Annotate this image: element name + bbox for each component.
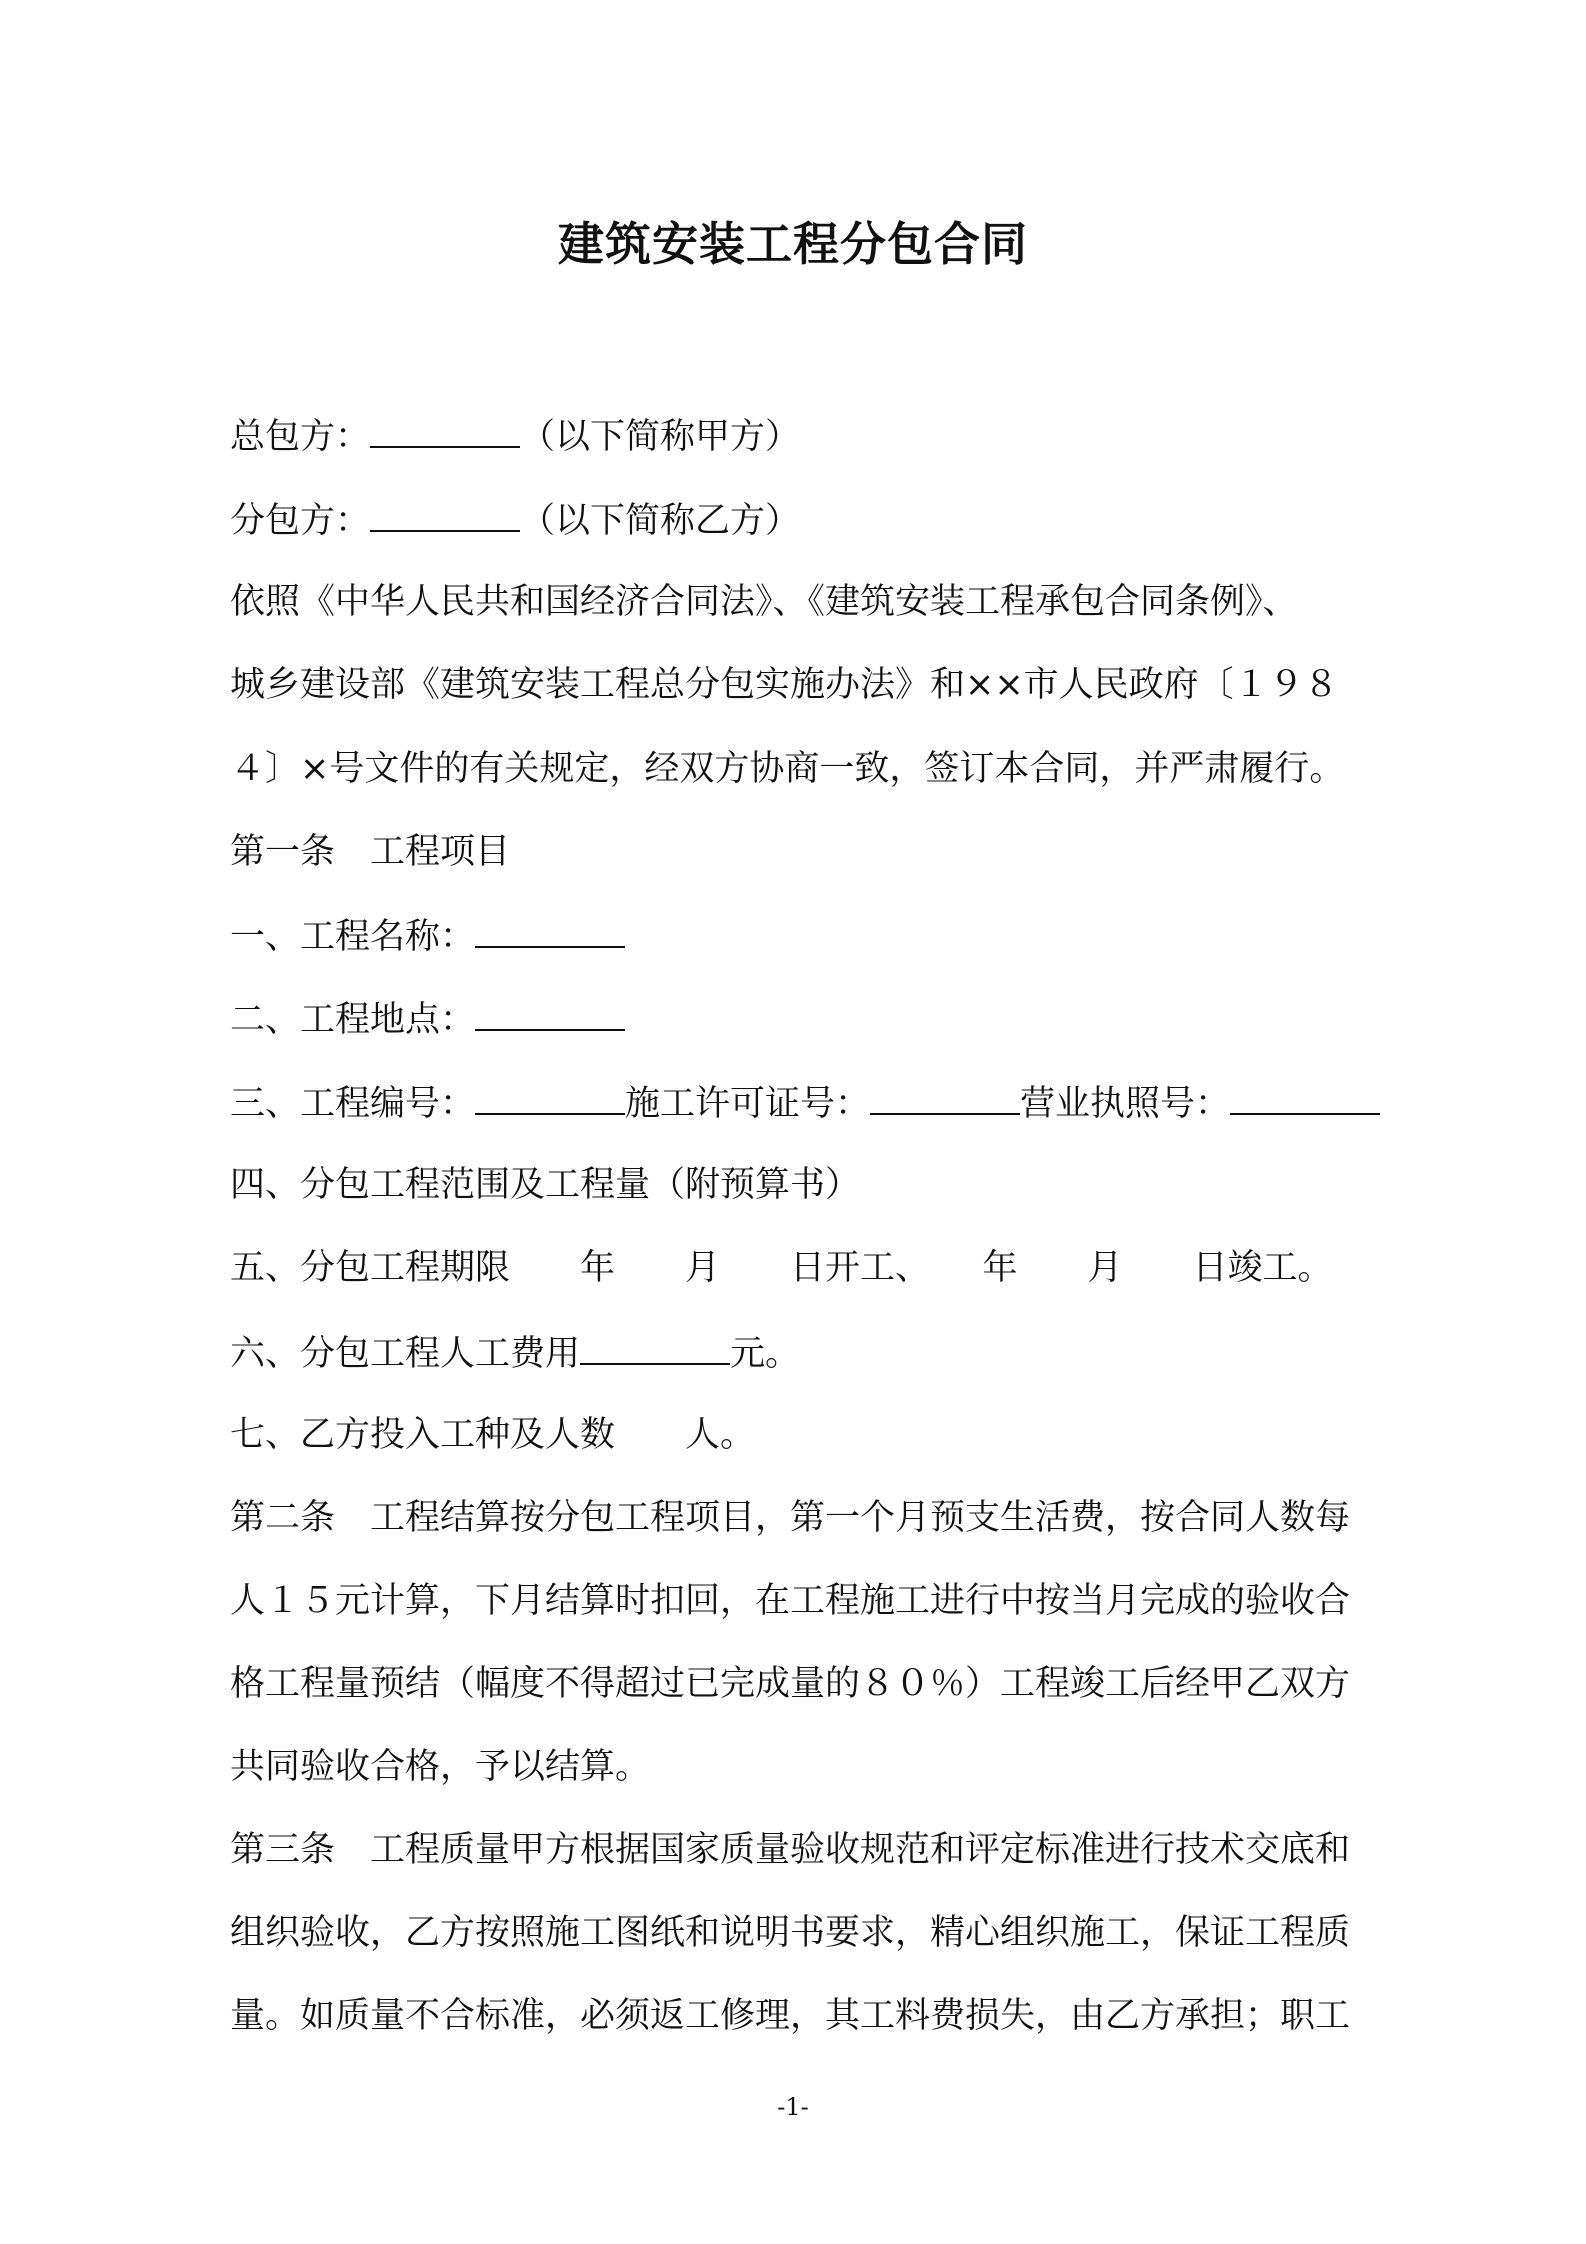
labor-cost-line: 六、分包工程人工费用 元。 [230,1334,801,1374]
article-3-line-3: 量。如质量不合标准，必须返工修理，其工料费损失，由乙方承担；职工 [230,1996,1351,2036]
article-2-line-4: 共同验收合格，予以结算。 [230,1747,651,1787]
preamble-line-2: 城乡建设部《建筑安装工程总分包实施办法》和××市人民政府〔１９８ [230,665,1339,705]
project-number-blank[interactable] [475,1085,625,1115]
article-2-line-1: 第二条 工程结算按分包工程项目，第一个月预支生活费，按合同人数每 [230,1498,1351,1538]
labor-cost-blank[interactable] [580,1335,730,1365]
project-location-line: 二、工程地点： [230,1001,625,1038]
subcontractor-blank[interactable] [370,502,520,532]
project-name-line: 一、工程名称： [230,918,625,955]
general-contractor-blank[interactable] [370,418,520,448]
article-1-heading: 第一条 工程项目 [230,832,511,872]
scope-line: 四、分包工程范围及工程量（附预算书） [230,1165,861,1205]
permit-number-blank[interactable] [870,1085,1020,1115]
period-line: 五、分包工程期限 年 月 日开工、 年 月 日竣工。 [230,1248,1333,1288]
document-title: 建筑安装工程分包合同 [558,217,1028,271]
article-3-line-1: 第三条 工程质量甲方根据国家质量验收规范和评定标准进行技术交底和 [230,1830,1351,1870]
general-contractor-line: 总包方： （以下简称甲方） [230,417,801,457]
project-name-blank[interactable] [475,918,625,948]
project-number-line: 三、工程编号： 施工许可证号： 营业执照号： [230,1085,1380,1122]
subcontractor-line: 分包方： （以下简称乙方） [230,501,801,541]
page-number: -1- [777,2093,809,2121]
preamble-line-1: 依照《中华人民共和国经济合同法》、《建筑安装工程承包合同条例》、 [230,582,1298,622]
project-location-blank[interactable] [475,1001,625,1031]
preamble-line-3: ４〕×号文件的有关规定，经双方协商一致，签订本合同，并严肃履行。 [230,749,1345,789]
article-2-line-2: 人１５元计算，下月结算时扣回，在工程施工进行中按当月完成的验收合 [230,1581,1351,1621]
article-2-line-3: 格工程量预结（幅度不得超过已完成量的８０％）工程竣工后经甲乙双方 [230,1664,1351,1704]
workers-line: 七、乙方投入工种及人数 人。 [230,1415,756,1455]
article-3-line-2: 组织验收，乙方按照施工图纸和说明书要求，精心组织施工，保证工程质 [230,1913,1351,1953]
license-number-blank[interactable] [1230,1085,1380,1115]
